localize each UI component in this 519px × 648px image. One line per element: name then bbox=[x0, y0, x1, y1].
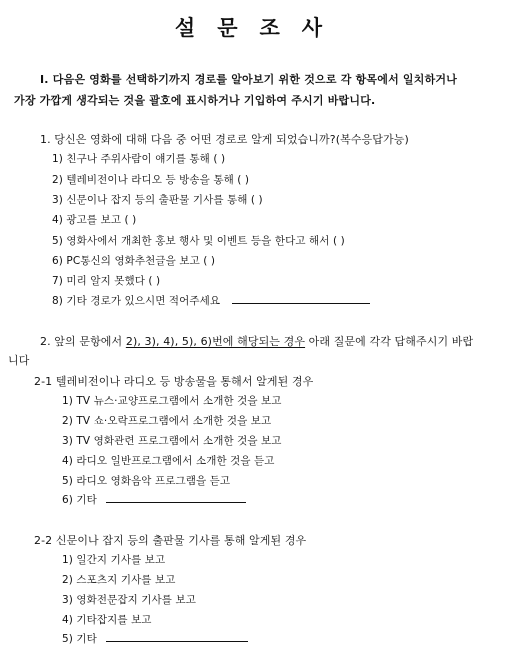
intro-line-1: I. 다음은 영화를 선택하기까지 경로를 알아보기 위한 것으로 각 항목에서 일치하거나 bbox=[40, 73, 458, 86]
question-2-post: 아래 질문에 각각 답해주시기 바랍 bbox=[305, 335, 474, 348]
q2-1-option-5[interactable]: 5) 라디오 영화음악 프로그램을 듣고 bbox=[62, 475, 231, 487]
q2-2-option-3[interactable]: 3) 영화전문잡지 기사를 보고 bbox=[62, 594, 196, 606]
question-2-pre: 2. 앞의 문항에서 bbox=[40, 335, 126, 348]
q2-2-option-4[interactable]: 4) 기타잡지를 보고 bbox=[62, 614, 152, 626]
q1-option-6[interactable]: 6) PC통신의 영화추천글을 보고 ( ) bbox=[52, 255, 216, 267]
q1-option-8[interactable] bbox=[52, 293, 370, 308]
q2-2-option-5-blank[interactable] bbox=[106, 631, 248, 642]
intro-line-2: 가장 가깝게 생각되는 것을 괄호에 표시하거나 기입하여 주시기 바랍니다. bbox=[14, 94, 376, 107]
survey-title: 설문조사 bbox=[174, 15, 345, 40]
q2-2-option-5-label: 5) 기타 bbox=[62, 633, 97, 645]
q2-1-option-2[interactable]: 2) TV 쇼·오락프로그램에서 소개한 것을 보고 bbox=[62, 415, 272, 427]
q1-option-4[interactable]: 4) 광고를 보고 ( ) bbox=[52, 214, 137, 226]
q2-2-option-5[interactable] bbox=[62, 631, 248, 646]
question-2 bbox=[40, 333, 473, 349]
q2-2-option-1[interactable]: 1) 일간지 기사를 보고 bbox=[62, 554, 166, 566]
question-2-wrap: 니다 bbox=[8, 354, 30, 367]
q2-2-option-2[interactable]: 2) 스포츠지 기사를 보고 bbox=[62, 574, 176, 586]
q1-option-8-blank[interactable] bbox=[232, 293, 370, 304]
q2-1-option-6-blank[interactable] bbox=[106, 492, 246, 503]
q2-1-option-1[interactable]: 1) TV 뉴스·교양프로그램에서 소개한 것을 보고 bbox=[62, 395, 282, 407]
question-1: 1. 당신은 영화에 대해 다음 중 어떤 경로로 알게 되었습니까?(복수응답가능) bbox=[40, 133, 409, 146]
q1-option-3[interactable]: 3) 신문이나 잡지 등의 출판물 기사를 통해 ( ) bbox=[52, 194, 263, 206]
q2-1-option-4[interactable]: 4) 라디오 일반프로그램에서 소개한 것을 듣고 bbox=[62, 455, 275, 467]
q2-1-option-6-label: 6) 기타 bbox=[62, 494, 97, 506]
q2-1-option-3[interactable]: 3) TV 영화관련 프로그램에서 소개한 것을 보고 bbox=[62, 435, 282, 447]
q1-option-2[interactable]: 2) 텔레비전이나 라디오 등 방송을 통해 ( ) bbox=[52, 174, 250, 186]
question-2-1-heading: 2-1 텔레비전이나 라디오 등 방송물을 통해서 알게된 경우 bbox=[34, 375, 314, 388]
q1-option-7[interactable]: 7) 미리 알지 못했다 ( ) bbox=[52, 275, 161, 287]
q1-option-8-label: 8) 기타 경로가 있으시면 적어주세요 bbox=[52, 295, 221, 307]
q1-option-1[interactable]: 1) 친구나 주위사람이 얘기를 통해 ( ) bbox=[52, 153, 226, 165]
q2-1-option-6[interactable] bbox=[62, 492, 246, 507]
question-2-2-heading: 2-2 신문이나 잡지 등의 출판물 기사를 통해 알게된 경우 bbox=[34, 534, 307, 547]
q1-option-5[interactable]: 5) 영화사에서 개최한 홍보 행사 및 이벤트 등을 한다고 해서 ( ) bbox=[52, 235, 345, 247]
question-2-underlined: 2), 3), 4), 5), 6)번에 해당되는 경우 bbox=[125, 335, 306, 348]
